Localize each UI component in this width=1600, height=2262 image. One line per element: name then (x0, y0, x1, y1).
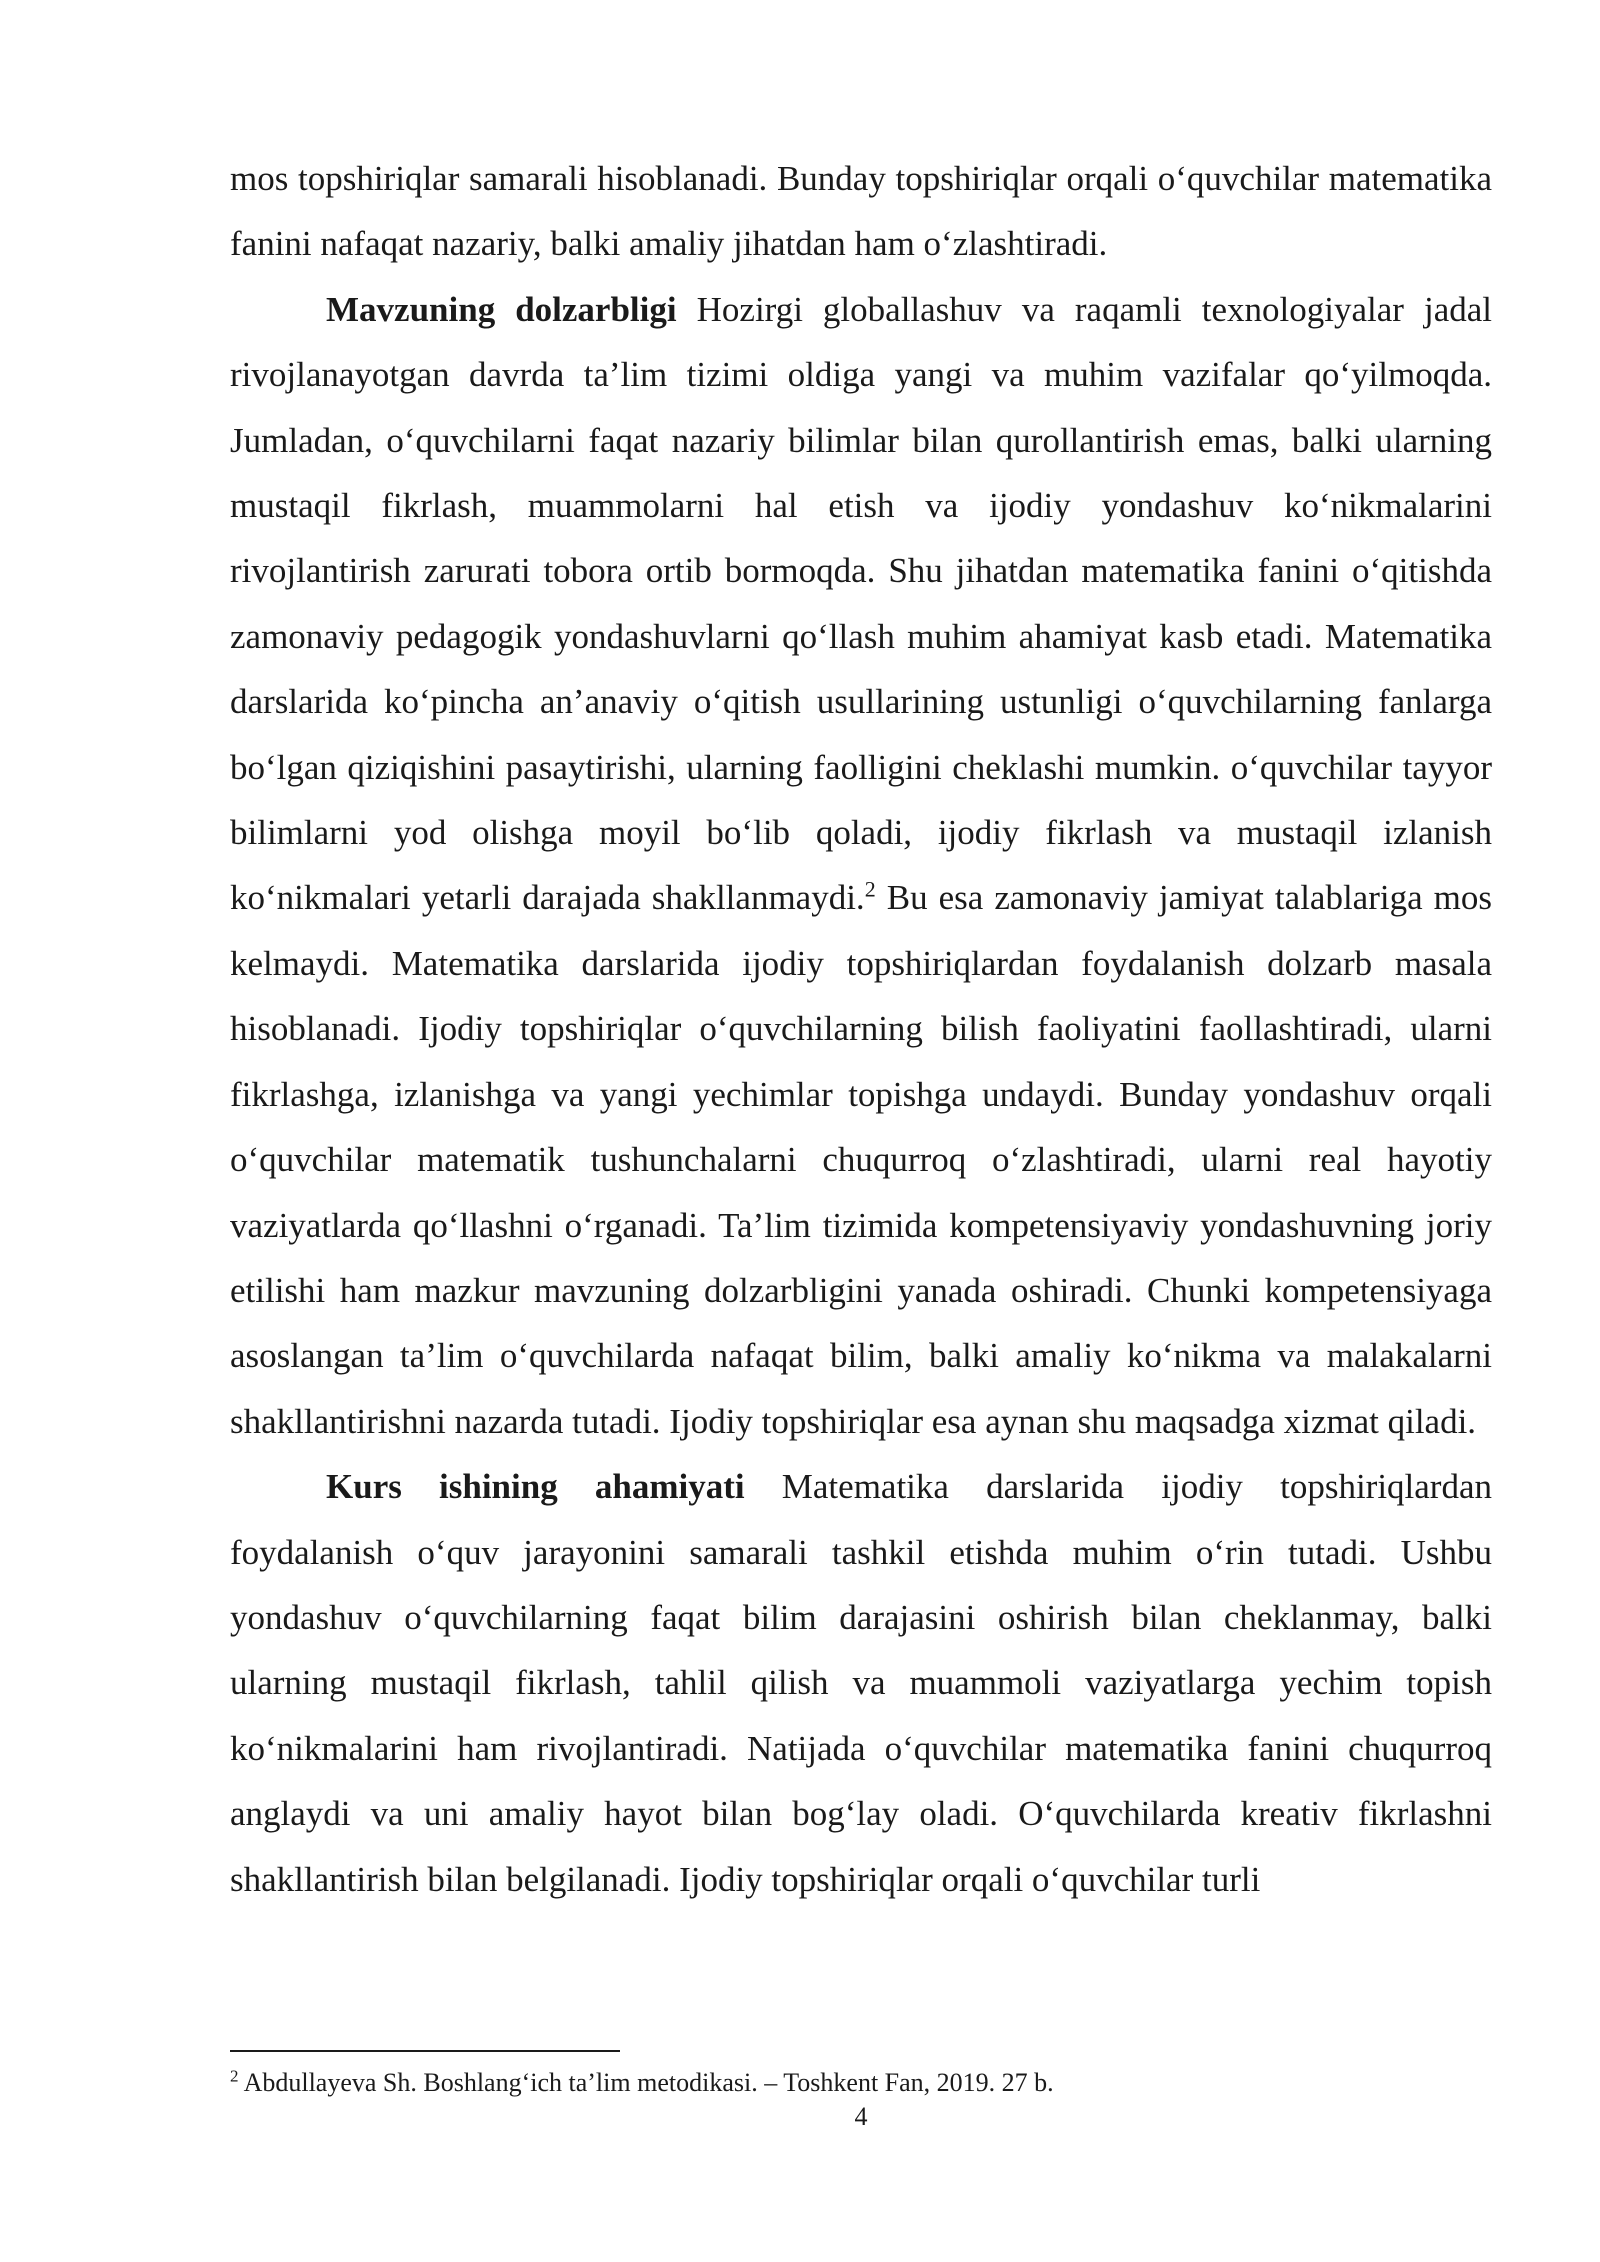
footnote (230, 2066, 1492, 2100)
section-heading-relevance: Mavzuning dolzarbligi (326, 289, 677, 329)
paragraph-text: mos topshiriqlar samarali hisoblanadi. Bunday topshiriqlar orqali o‘quvchilar matematika fanini nafaqat nazariy, balki amaliy jihatdan ham o‘zlashtiradi. (230, 159, 1492, 264)
paragraph-text: Hozirgi globallashuv va raqamli texnologiyalar jadal rivojlanayotgan davrda ta’lim tizimi oldiga yangi va muhim vazifalar qo‘yilmoqda. Jumladan, o‘quvchilarni faqat nazariy bilimlar bilan qurollantirish emas, balki ularning mustaqil fikrlash, muammolarni hal etish va ijodiy yondashuv ko‘nikmalarini rivojlantirish zarurati tobora ortib bormoqda. Shu jihatdan matematika fanini o‘qitishda zamonaviy pedagogik yondashuvlarni qo‘llash muhim ahamiyat kasb etadi. Matematika darslarida ko‘pincha an’anaviy o‘qitish usullarining ustunligi o‘quvchilarning fanlarga bo‘lgan qiziqishini pasaytirishi, ularning faolligini cheklashi mumkin. o‘quvchilar tayyor bilimlarni yod olishga moyil bo‘lib qoladi, ijodiy fikrlash va mustaqil izlanish ko‘nikmalari yetarli darajada shakllanmaydi. (230, 289, 1492, 918)
paragraph-importance (230, 1454, 1492, 1912)
paragraph-continuation (230, 146, 1492, 277)
footnote-reference[interactable]: 2 (864, 876, 876, 902)
section-heading-importance: Kurs ishining ahamiyati (326, 1467, 745, 1507)
paragraph-text-continued: Bu esa zamonaviy jamiyat talablariga mos kelmaydi. Matematika darslarida ijodiy topshiriqlardan foydalanish dolzarb masala hisoblanadi. Ijodiy topshiriqlar o‘quvchilarning bilish faoliyatini faollashtiradi, ularni fikrlashga, izlanishga va yangi yechimlar topishga undaydi. Bunday yondashuv orqali o‘quvchilar matematik tushunchalarni chuqurroq o‘zlashtiradi, ularni real hayotiy vaziyatlarda qo‘llashni o‘rganadi. Ta’lim tizimida kompetensiyaviy yondashuvning joriy etilishi ham mazkur mavzuning dolzarbligini yanada oshiradi. Chunki kompetensiyaga asoslangan ta’lim o‘quvchilarda nafaqat bilim, balki amaliy ko‘nikma va malakalarni shakllantirishni nazarda tutadi. Ijodiy topshiriqlar esa aynan shu maqsadga xizmat qiladi. (230, 878, 1493, 1441)
footnote-separator (230, 2050, 620, 2052)
page-body (230, 146, 1492, 1912)
paragraph-relevance (230, 277, 1492, 1454)
paragraph-text: Matematika darslarida ijodiy topshiriqlardan foydalanish o‘quv jarayonini samarali tashkil etishda muhim o‘rin tutadi. Ushbu yondashuv o‘quvchilarning faqat bilim darajasini oshirish bilan cheklanmay, balki ularning mustaqil fikrlash, tahlil qilish va muammoli vaziyatlarga yechim topish ko‘nikmalarini ham rivojlantiradi. Natijada o‘quvchilar matematika fanini chuqurroq anglaydi va uni amaliy hayot bilan bog‘lay oladi. O‘quvchilarda kreativ fikrlashni shakllantirish bilan belgilanadi. Ijodiy topshiriqlar orqali o‘quvchilar turli (230, 1467, 1492, 1899)
footnote-number: 2 (230, 2066, 239, 2086)
page-number: 4 (854, 2102, 868, 2131)
footnote-text: Abdullayeva Sh. Boshlang‘ich ta’lim metodikasi. – Toshkent Fan, 2019. 27 b. (238, 2068, 1054, 2097)
